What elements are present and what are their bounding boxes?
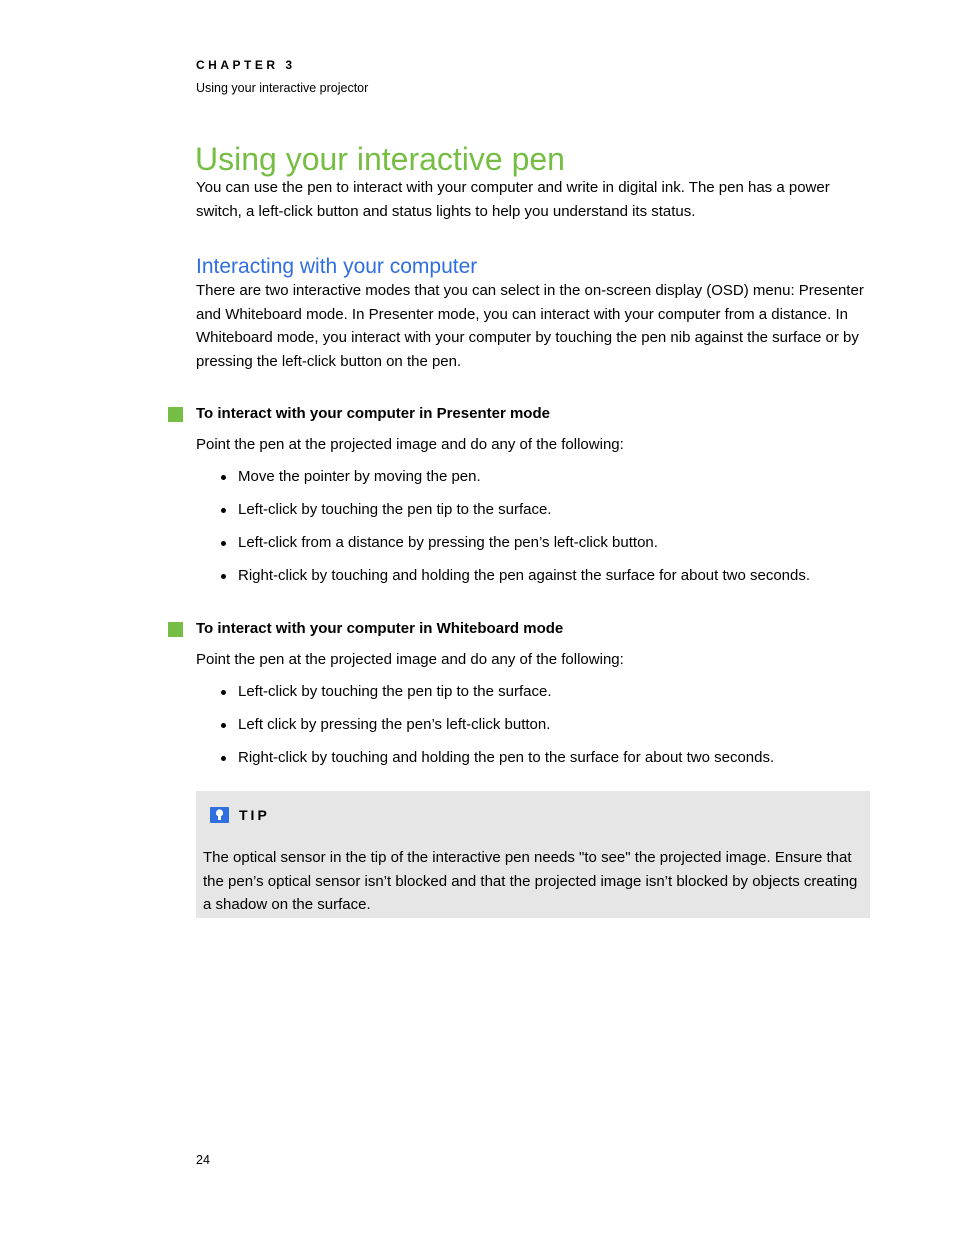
list-item xyxy=(218,682,774,715)
tip-header xyxy=(210,807,270,823)
chapter-label: CHAPTER 3 xyxy=(196,58,296,72)
bullet-icon xyxy=(221,723,226,728)
procedure-heading-text: To interact with your computer in Presenter mode xyxy=(196,405,550,422)
lightbulb-icon xyxy=(210,807,229,823)
page-title: Using your interactive pen xyxy=(195,141,565,177)
list-item xyxy=(218,715,774,748)
section-title: Interacting with your computer xyxy=(196,255,478,278)
green-square-icon xyxy=(168,622,183,637)
list-item-text: Move the pointer by moving the pen. xyxy=(238,468,481,485)
procedure-heading-text: To interact with your computer in Whiteboard mode xyxy=(196,620,564,637)
whiteboard-bullet-list xyxy=(218,682,774,781)
list-item xyxy=(218,467,810,500)
procedure-lead-presenter: Point the pen at the projected image and do any of the following: xyxy=(196,436,624,453)
list-item-text: Left-click by touching the pen tip to the surface. xyxy=(238,683,552,700)
bullet-icon xyxy=(221,756,226,761)
chapter-subtitle: Using your interactive projector xyxy=(196,81,369,95)
bullet-icon xyxy=(221,690,226,695)
green-square-icon xyxy=(168,407,183,422)
list-item xyxy=(218,500,810,533)
tip-box xyxy=(196,791,870,918)
page-number: 24 xyxy=(196,1153,210,1167)
list-item xyxy=(218,566,810,599)
tip-text: The optical sensor in the tip of the interactive pen needs "to see" the projected image. Ensure that the pen’s optical sensor isn’t blocked and that the projected image isn’t blocked by objects creating a shadow on the surface. xyxy=(203,849,858,913)
list-item xyxy=(218,533,810,566)
list-item-text: Right-click by touching and holding the pen against the surface for about two seconds. xyxy=(238,567,811,584)
section-body: There are two interactive modes that you can select in the on-screen display (OSD) menu: Presenter and Whiteboard mode. In Presenter mode, you can interact with your computer from a distance. In Whiteboard mode, you interact with your computer by touching the pen nib against the surface or by pressing the left-click button on the pen. xyxy=(196,282,864,370)
bullet-icon xyxy=(221,475,226,480)
procedure-heading-presenter xyxy=(168,404,550,424)
list-item-text: Left click by pressing the pen’s left-click button. xyxy=(238,716,551,733)
list-item-text: Right-click by touching and holding the pen to the surface for about two seconds. xyxy=(238,749,775,766)
intro-paragraph: You can use the pen to interact with your computer and write in digital ink. The pen has a power switch, a left-click button and status lights to help you understand its status. xyxy=(196,179,830,220)
list-item-text: Left-click from a distance by pressing the pen’s left-click button. xyxy=(238,534,658,551)
bullet-icon xyxy=(221,574,226,579)
bullet-icon xyxy=(221,541,226,546)
list-item xyxy=(218,748,774,781)
procedure-heading-whiteboard xyxy=(168,619,563,639)
list-item-text: Left-click by touching the pen tip to the surface. xyxy=(238,501,552,518)
bullet-icon xyxy=(221,508,226,513)
presenter-bullet-list xyxy=(218,467,810,599)
procedure-lead-whiteboard: Point the pen at the projected image and do any of the following: xyxy=(196,651,624,668)
tip-label: TIP xyxy=(239,807,270,823)
